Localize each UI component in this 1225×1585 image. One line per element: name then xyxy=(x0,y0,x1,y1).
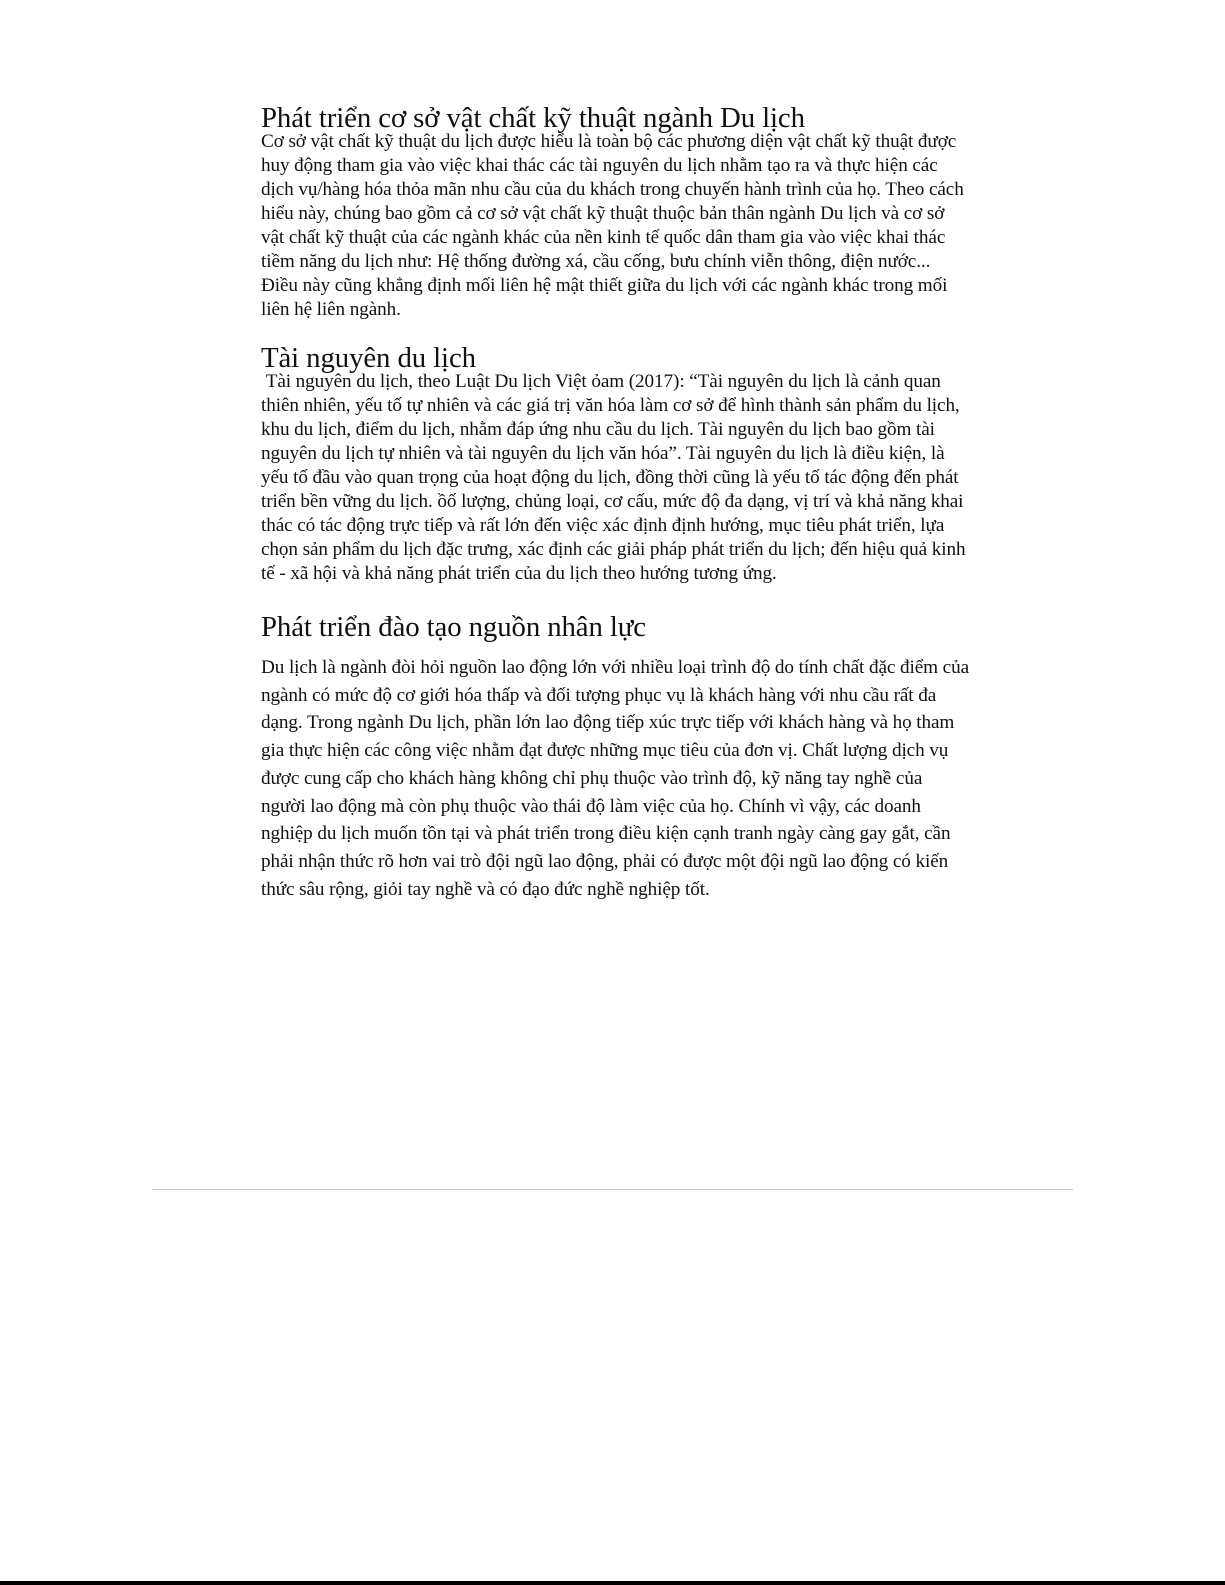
section-human-resources xyxy=(261,611,974,903)
section-tourism-resources xyxy=(261,342,971,586)
section-heading: Tài nguyên du lịch xyxy=(261,342,476,374)
section-paragraph: Du lịch là ngành đòi hỏi nguồn lao động lớn với nhiều loại trình độ do tính chất đặc điểm của ngành có mức độ cơ giới hóa thấp và đối tượng phục vụ là khách hàng với nhu cầu rất đa dạng. Trong ngành Du lịch, phần lớn lao động tiếp xúc trực tiếp với khách hàng và họ tham gia thực hiện các công việc nhằm đạt được những mục tiêu của đơn vị. Chất lượng dịch vụ được cung cấp cho khách hàng không chỉ phụ thuộc vào trình độ, kỹ năng tay nghề của người lao động mà còn phụ thuộc vào thái độ làm việc của họ. Chính vì vậy, các doanh nghiệp du lịch muốn tồn tại và phát triển trong điều kiện cạnh tranh ngày càng gay gắt, cần phải nhận thức rõ hơn vai trò đội ngũ lao động, phải có được một đội ngũ lao động có kiến thức sâu rộng, giỏi tay nghề và có đạo đức nghề nghiệp tốt. xyxy=(261,657,974,900)
section-paragraph: Cơ sở vật chất kỹ thuật du lịch được hiểu là toàn bộ các phương diện vật chất kỹ thuật được huy động tham gia vào việc khai thác các tài nguyên du lịch nhằm tạo ra và thực hiện các dịch vụ/hàng hóa thỏa mãn nhu cầu của du khách trong chuyến hành trình của họ. Theo cách hiểu này, chúng bao gồm cả cơ sở vật chất kỹ thuật thuộc bản thân ngành Du lịch và cơ sở vật chất kỹ thuật của các ngành khác của nền kinh tế quốc dân tham gia vào việc khai thác tiềm năng du lịch như: Hệ thống đường xá, cầu cống, bưu chính viễn thông, điện nước... Điều này cũng khẳng định mối liên hệ mật thiết giữa du lịch với các ngành khác trong mối liên hệ liên ngành. xyxy=(261,131,969,320)
section-heading: Phát triển cơ sở vật chất kỹ thuật ngành Du lịch xyxy=(261,102,805,134)
section-paragraph: Tài nguyên du lịch, theo Luật Du lịch Việt ỏam (2017): “Tài nguyên du lịch là cảnh quan thiên nhiên, yếu tố tự nhiên và các giá trị văn hóa làm cơ sở để hình thành sản phẩm du lịch, khu du lịch, điểm du lịch, nhằm đáp ứng nhu cầu du lịch. Tài nguyên du lịch bao gồm tài nguyên du lịch tự nhiên và tài nguyên du lịch văn hóa”. Tài nguyên du lịch là điều kiện, là yếu tố đầu vào quan trọng của hoạt động du lịch, đồng thời cũng là yếu tố tác động đến phát triển bền vững du lịch. ồố lượng, chủng loại, cơ cấu, mức độ đa dạng, vị trí và khả năng khai thác có tác động trực tiếp và rất lớn đến việc xác định định hướng, mục tiêu phát triển, lựa chọn sản phẩm du lịch đặc trưng, xác định các giải pháp phát triển du lịch; đến hiệu quả kinh tế - xã hội và khả năng phát triển của du lịch theo hướng tương ứng. xyxy=(261,371,971,584)
section-infrastructure xyxy=(261,102,971,322)
section-heading: Phát triển đào tạo nguồn nhân lực xyxy=(261,611,646,643)
page-divider xyxy=(152,1189,1073,1190)
document-page-content xyxy=(261,102,974,903)
bottom-edge-bar xyxy=(0,1581,1225,1585)
